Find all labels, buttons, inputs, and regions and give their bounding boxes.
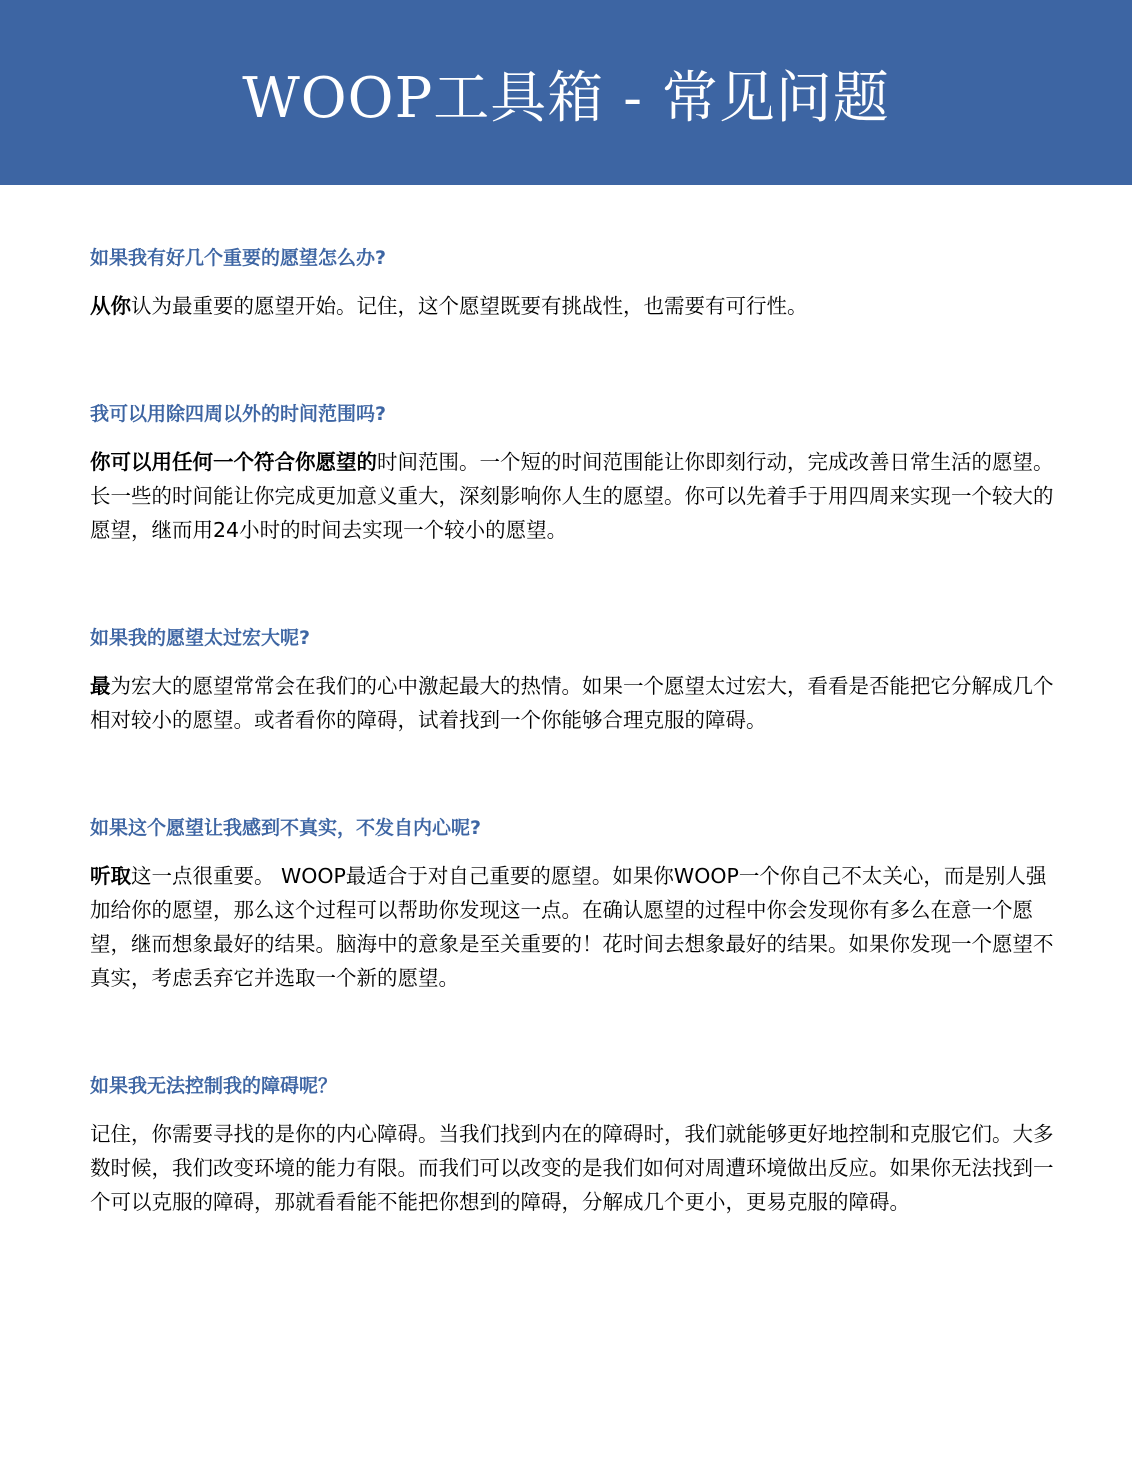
faq-list [90,232,1065,1219]
faq-item [90,232,1065,323]
faq-item [90,388,1065,547]
faq-answer-text: 时间范围。一个短的时间范围能让你即刻行动，完成改善日常生活的愿望。长一些的时间能让你完成更加意义重大，深刻影响你人生的愿望。你可以先着手于用四周来实现一个较大的愿望，继而用24小时的时间去实现一个较小的愿望。 [90,450,1054,542]
section-gap [90,547,1065,612]
section-gap [90,995,1065,1060]
faq-answer-lead: 你可以用任何一个符合你愿望的 [90,450,377,474]
faq-answer-text: 这一点很重要。 WOOP最适合于对自己重要的愿望。如果你WOOP一个你自己不太关心，而是别人强加给你的愿望，那么这个过程可以帮助你发现这一点。在确认愿望的过程中你会发现你有多么在意一个愿望，继而想象最好的结果。脑海中的意象是至关重要的！花时间去想象最好的结果。如果你发现一个愿望不真实，考虑丢弃它并选取一个新的愿望。 [90,864,1054,990]
section-gap [90,323,1065,388]
faq-answer [90,1112,1065,1219]
faq-answer-lead: 听取 [90,864,131,888]
faq-question: 如果这个愿望让我感到不真实，不发自内心呢? [90,817,482,839]
faq-question: 如果我有好几个重要的愿望怎么办? [90,247,387,269]
faq-answer-lead: 从你 [90,294,131,318]
faq-answer-text: 记住，你需要寻找的是你的内心障碍。当我们找到内在的障碍时，我们就能够更好地控制和克服它们。大多数时候，我们改变环境的能力有限。而我们可以改变的是我们如何对周遭环境做出反应。如果你无法找到一个可以克服的障碍，那就看看能不能把你想到的障碍，分解成几个更小，更易克服的障碍。 [90,1122,1054,1214]
faq-answer [90,284,1065,323]
faq-question: 如果我无法控制我的障碍呢？ [90,1075,338,1097]
faq-answer [90,440,1065,547]
faq-item [90,612,1065,737]
faq-answer-lead: 最 [90,674,111,698]
faq-answer [90,854,1065,995]
faq-answer [90,664,1065,737]
faq-item [90,802,1065,995]
faq-question: 我可以用除四周以外的时间范围吗? [90,403,387,425]
faq-item [90,1060,1065,1219]
header-banner [0,0,1132,185]
faq-answer-text: 为宏大的愿望常常会在我们的心中激起最大的热情。如果一个愿望太过宏大，看看是否能把它分解成几个相对较小的愿望。或者看你的障碍，试着找到一个你能够合理克服的障碍。 [90,674,1054,732]
faq-question: 如果我的愿望太过宏大呢? [90,627,311,649]
page-title: WOOP工具箱 - 常见问题 [242,65,890,131]
faq-answer-text: 认为最重要的愿望开始。记住，这个愿望既要有挑战性，也需要有可行性。 [131,294,808,318]
section-gap [90,737,1065,802]
